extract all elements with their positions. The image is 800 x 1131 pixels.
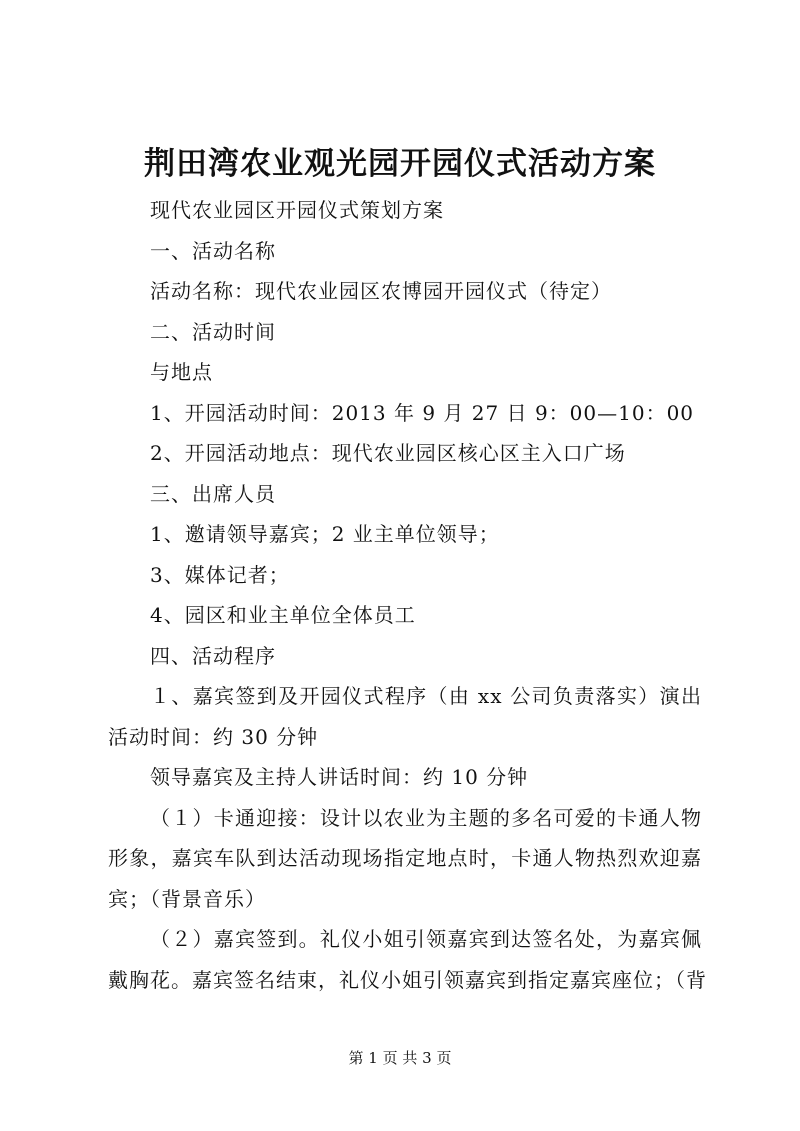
section-heading: 一、活动名称 [150, 239, 276, 263]
section-heading: 四、活动程序 [150, 644, 276, 668]
paragraph-line: 1、开园活动时间：2013 年 9 月 27 日 9：00—10：00 [150, 401, 695, 425]
document-title: 荆田湾农业观光园开园仪式活动方案 [144, 146, 656, 182]
paragraph-line: （１）卡通迎接：设计以农业为主题的多名可爱的卡通人物 [150, 806, 702, 830]
paragraph-line: 宾；（背景音乐） [108, 887, 266, 911]
paragraph-line: 1、邀请领导嘉宾；2 业主单位领导； [150, 522, 500, 546]
paragraph-line: 形象，嘉宾车队到达活动现场指定地点时，卡通人物热烈欢迎嘉 [108, 846, 702, 870]
paragraph-line: 3、媒体记者； [150, 563, 290, 587]
paragraph-line: １、嘉宾签到及开园仪式程序（由 xx 公司负责落实）演出 [150, 684, 702, 708]
section-heading: 二、活动时间 [150, 320, 276, 344]
paragraph-line: 活动时间：约 30 分钟 [108, 725, 319, 749]
page-footer: 第 1 页 共 3 页 [348, 1049, 452, 1067]
paragraph-line: 4、园区和业主单位全体员工 [150, 603, 416, 627]
paragraph-line: （２）嘉宾签到。礼仪小姐引领嘉宾到达签名处，为嘉宾佩 [150, 927, 702, 951]
paragraph-line: 戴胸花。嘉宾签名结束，礼仪小姐引领嘉宾到指定嘉宾座位；（背 [108, 968, 707, 992]
section-heading: 三、出席人员 [150, 482, 276, 506]
paragraph-line: 2、开园活动地点：现代农业园区核心区主入口广场 [150, 441, 626, 465]
paragraph-line: 领导嘉宾及主持人讲话时间：约 10 分钟 [150, 765, 529, 789]
paragraph-line: 与地点 [150, 360, 213, 384]
subtitle: 现代农业园区开园仪式策划方案 [150, 198, 444, 222]
paragraph-line: 活动名称：现代农业园区农博园开园仪式（待定） [150, 279, 612, 303]
